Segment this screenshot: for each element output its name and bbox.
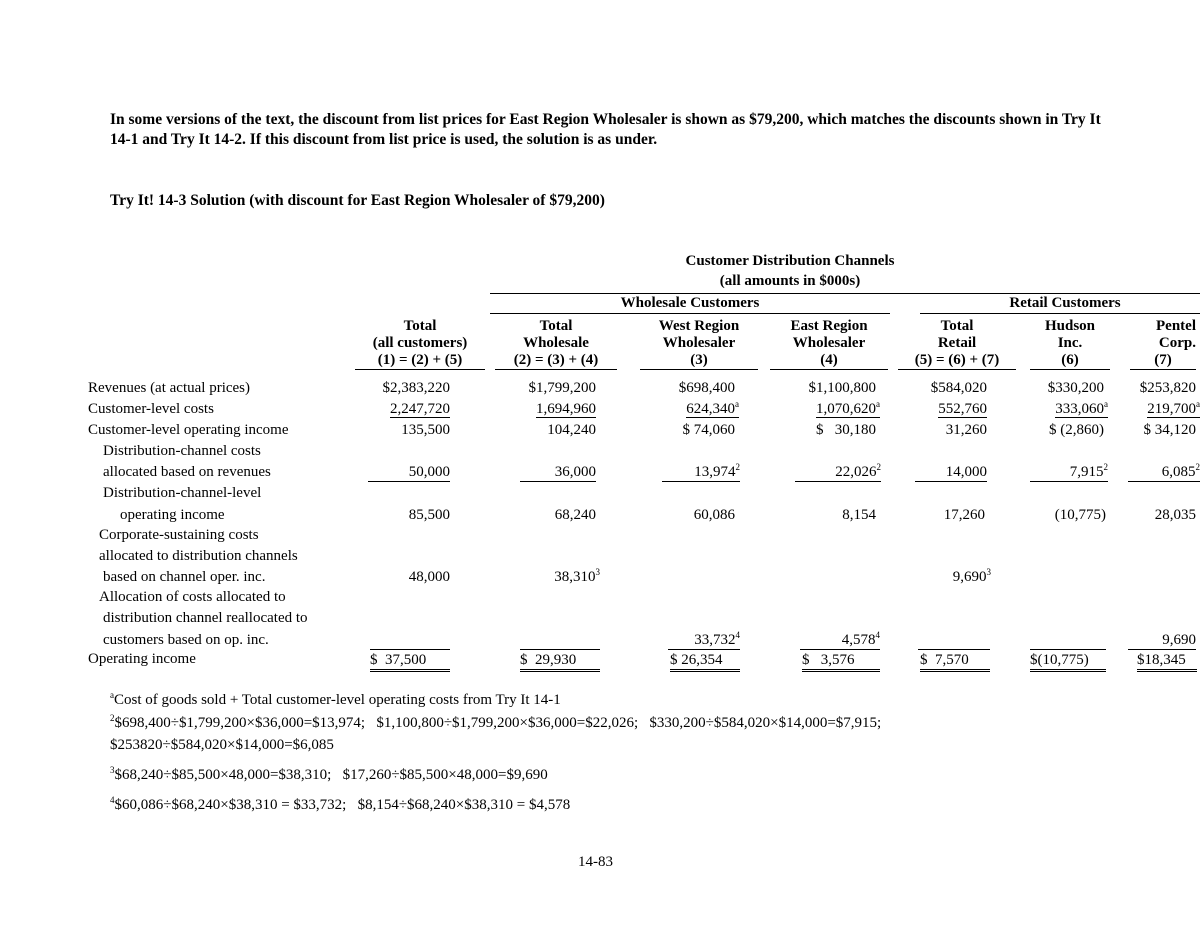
col-header-pentel: Pentel Corp. (7): [1130, 318, 1196, 370]
cell-alloc-4: 4,578$^4$: [800, 631, 880, 650]
cell-op-income-5: $ 7,570: [920, 651, 990, 672]
cell-alloc-2: [520, 631, 600, 650]
cell-alloc-6: [1030, 631, 1106, 650]
cell-cust-income-6: $ (2,860): [1049, 422, 1104, 438]
wholesale-group-header: Wholesale Customers: [620, 295, 760, 311]
cell-cust-costs-6: 333,060$^a$: [1055, 399, 1108, 417]
cell-dist-costs-1: 50,000: [368, 463, 450, 482]
cell-revenues-2: $1,799,200: [528, 380, 596, 396]
row-label-operating-income: Operating income: [88, 651, 196, 667]
cell-cust-income-5: 31,260: [945, 422, 987, 438]
cell-op-income-7: $18,345: [1137, 651, 1197, 672]
cell-cust-costs-5: 552,760: [938, 401, 987, 417]
cell-revenues-4: $1,100,800: [808, 380, 876, 396]
cell-corp-costs-2: 38,310$^3$: [554, 567, 600, 585]
footnote-4: $^4$\$60,086÷$68,240×$38,310 = $33,732; $8,154÷$68,240×$38,310 = $4,578: [110, 795, 571, 813]
cell-alloc-1: [370, 631, 450, 650]
row-label-customer-income: Customer-level operating income: [88, 422, 289, 438]
cell-dist-costs-7: 6,085$^2$: [1128, 463, 1200, 482]
col-header-total-retail: Total Retail (5) = (6) + (7): [898, 318, 1016, 370]
cell-op-income-6: $(10,775): [1030, 651, 1106, 672]
cell-revenues-7: $253,820: [1139, 380, 1196, 396]
row-label-customer-costs: Customer-level costs: [88, 401, 214, 417]
row-label-corp-costs-3: based on channel oper. inc.: [103, 569, 266, 585]
row-label-alloc-3: customers based on op. inc.: [103, 632, 269, 648]
intro-paragraph: In some versions of the text, the discount from list prices for East Region Wholesaler is shown as $79,200, which matches the discounts shown in Try It 14-1 and Try It 14-2. If this discount from list price is used, the solution is as under.: [110, 111, 1101, 148]
col-header-hudson: Hudson Inc. (6): [1030, 318, 1110, 370]
row-label-dist-costs-2: allocated based on revenues: [103, 464, 271, 480]
col-header-east-region: East Region Wholesaler (4): [770, 318, 888, 370]
footnote-a: $^a$Cost of goods sold + Total customer-level operating costs from Try It 14-1: [110, 690, 561, 708]
page-number: 14-83: [578, 854, 613, 870]
row-label-dist-income-2: operating income: [120, 507, 225, 523]
cell-alloc-7: 9,690: [1128, 631, 1196, 650]
solution-title: Try It! 14-3 Solution (with discount for East Region Wholesaler of $79,200): [110, 192, 605, 209]
cell-cust-income-1: 135,500: [401, 422, 450, 438]
wholesale-group-rule: [490, 313, 890, 314]
cell-op-income-2: $ 29,930: [520, 651, 600, 672]
cell-op-income-3: $ 26,354: [670, 651, 740, 672]
footnote-2-line2: $253820÷$584,020×$14,000=$6,085: [110, 737, 334, 753]
cell-cust-income-4: $ 30,180: [816, 422, 876, 438]
col-header-west-region: West Region Wholesaler (3): [640, 318, 758, 370]
row-label-corp-costs-1: Corporate-sustaining costs: [99, 527, 259, 543]
cell-revenues-1: $2,383,220: [382, 380, 450, 396]
cell-dist-costs-5: 14,000: [915, 463, 987, 482]
cell-dist-income-3: 60,086: [693, 507, 735, 523]
cell-dist-income-6: (10,775): [1054, 507, 1106, 523]
retail-group-rule: [920, 313, 1200, 314]
col-header-total: Total (all customers) (1) = (2) + (5): [355, 318, 485, 370]
cell-dist-costs-2: 36,000: [520, 463, 596, 482]
cell-op-income-1: $ 37,500: [370, 651, 450, 672]
cell-cust-costs-1: 2,247,720: [390, 401, 450, 417]
cell-cust-costs-7: 219,700$^a$: [1147, 399, 1200, 417]
row-label-alloc-2: distribution channel reallocated to: [103, 610, 308, 626]
cell-dist-income-4: 8,154: [842, 507, 876, 523]
table-heading: Customer Distribution Channels: [685, 253, 895, 269]
heading-rule: [490, 293, 1200, 294]
cell-revenues-6: $330,200: [1047, 380, 1104, 396]
row-label-alloc-1: Allocation of costs allocated to: [99, 589, 286, 605]
cell-cust-costs-4: 1,070,620$^a$: [816, 399, 880, 417]
cell-dist-costs-6: 7,915$^2$: [1030, 463, 1108, 482]
footnote-2-line1: $^2$\$698,400÷$1,799,200×$36,000=$13,974; $1,100,800÷$1,799,200×$36,000=$22,026; $330,200÷$584,020×$14,000=$7,915;: [110, 713, 882, 731]
cell-corp-costs-1: 48,000: [408, 569, 450, 585]
row-label-revenues: Revenues (at actual prices): [88, 380, 251, 396]
retail-group-header: Retail Customers: [1009, 295, 1121, 311]
cell-alloc-5: [918, 631, 990, 650]
cell-cust-income-2: 104,240: [547, 422, 596, 438]
cell-dist-income-7: 28,035: [1154, 507, 1196, 523]
cell-revenues-3: $698,400: [678, 380, 735, 396]
cell-alloc-3: 33,732$^4$: [668, 631, 740, 650]
cell-revenues-5: $584,020: [930, 380, 987, 396]
cell-cust-income-7: $ 34,120: [1143, 422, 1196, 438]
cell-dist-income-2: 68,240: [554, 507, 596, 523]
col-header-total-wholesale: Total Wholesale (2) = (3) + (4): [495, 318, 617, 370]
row-label-dist-income-1: Distribution-channel-level: [103, 485, 262, 501]
row-label-corp-costs-2: allocated to distribution channels: [99, 548, 298, 564]
cell-dist-costs-4: 22,026$^2$: [795, 463, 881, 482]
cell-cust-costs-3: 624,340$^a$: [686, 399, 739, 417]
cell-corp-costs-5: 9,690$^3$: [952, 567, 991, 585]
cell-dist-income-1: 85,500: [408, 507, 450, 523]
cell-cust-costs-2: 1,694,960: [536, 401, 596, 417]
cell-cust-income-3: $ 74,060: [682, 422, 735, 438]
table-subheading: (all amounts in $000s): [719, 273, 861, 289]
row-label-dist-costs-1: Distribution-channel costs: [103, 443, 261, 459]
cell-dist-income-5: 17,260: [943, 507, 985, 523]
footnote-3: $^3$\$68,240÷$85,500×48,000=$38,310; $17,260÷$85,500×48,000=$9,690: [110, 765, 548, 783]
cell-op-income-4: $ 3,576: [802, 651, 880, 672]
cell-dist-costs-3: 13,974$^2$: [662, 463, 740, 482]
